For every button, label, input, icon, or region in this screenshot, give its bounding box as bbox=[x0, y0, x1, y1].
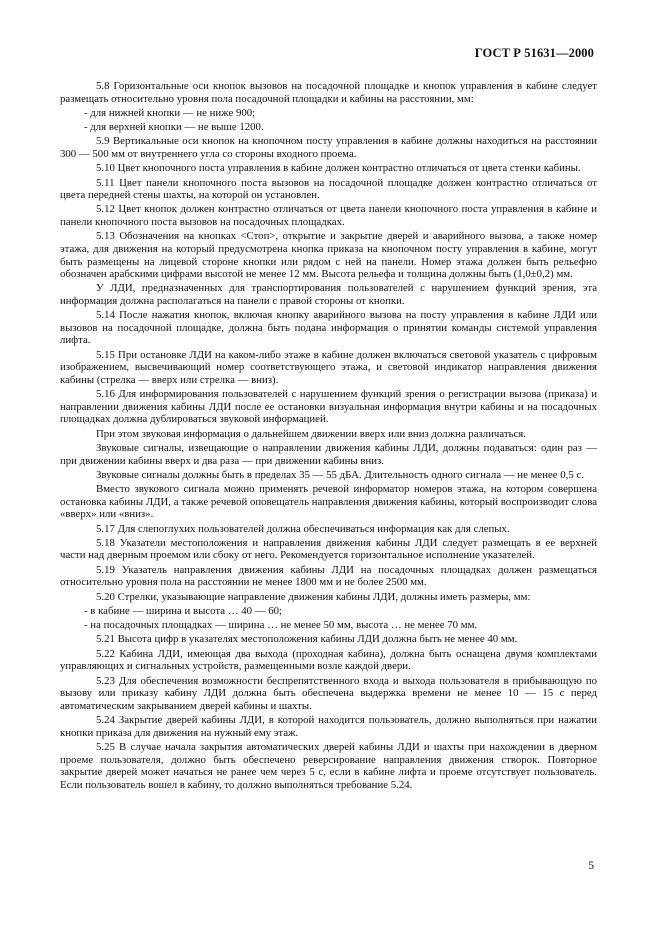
paragraph-5-11: 5.11 Цвет панели кнопочного поста вызовов на посадочной площадке должен контрастно отличаться от цвета передней стены шахты, на которой он установлен. bbox=[60, 176, 597, 202]
paragraph-5-13-ldi: У ЛДИ, предназначенных для транспортирования пользователей с нарушением функций зрения, эта информация должна располагаться на панели с правой стороны от кнопки. bbox=[60, 282, 597, 307]
list-item-upper-button: - для верхней кнопки — не выше 1200. bbox=[84, 121, 264, 134]
paragraph-5-10: 5.10 Цвет кнопочного поста управления в кабине должен контрастно отличаться от цвета стенки кабины. bbox=[96, 162, 581, 175]
paragraph-5-21: 5.21 Высота цифр в указателях местоположения кабины ЛДИ должна быть не менее 40 мм. bbox=[96, 633, 518, 646]
paragraph-5-16-sound-levels: Звуковые сигналы должны быть в пределах 35 — 55 дБА. Длительность одного сигнала — не менее 0,5 с. bbox=[96, 468, 584, 481]
paragraph-5-8: 5.8 Горизонтальные оси кнопок вызовов на посадочной площадке и кнопок управления в кабине следует размещать относительно уровня пола посадочной площадки и кабины на расстоянии, мм: bbox=[60, 80, 597, 105]
paragraph-5-14: 5.14 После нажатия кнопок, включая кнопку аварийного вызова на посту управления в кабине ЛДИ или вызовов на посадочной площадке, должна быть подана информация о принятии команды системой управления лифта. bbox=[60, 309, 597, 347]
paragraph-5-25: 5.25 В случае начала закрытия автоматических дверей кабины ЛДИ и шахты при нахождении в дверном проеме пользователя, должно быть обеспечено реверсирование направления движения створок. Повторное закрытие дверей может начаться не ранее чем через 5 с, если в кабине лифта и проеме отсутствует пользователь. Если пользователь вошел в кабину, то должно выполняться требование 5.24. bbox=[60, 740, 597, 791]
paragraph-5-16-sound-distinct: При этом звуковая информация о дальнейшем движении вверх или вниз должна различаться. bbox=[96, 427, 526, 440]
paragraph-5-9: 5.9 Вертикальные оси кнопок на кнопочном посту управления в кабине должны находиться на расстоянии 300 — 500 мм от внутреннего угла со стороны входного проема. bbox=[60, 135, 597, 161]
list-item-landing-arrows: - на посадочных площадках — ширина … не менее 50 мм, высота … не менее 70 мм. bbox=[84, 619, 478, 632]
list-item-cabin-arrows: - в кабине — ширина и высота … 40 — 60; bbox=[84, 604, 283, 617]
paragraph-5-20: 5.20 Стрелки, указывающие направление движения кабины ЛДИ, должны иметь размеры, мм: bbox=[96, 590, 531, 603]
paragraph-5-12: 5.12 Цвет кнопок должен контрастно отличаться от цвета панели кнопочного поста управления в кабине и панели кнопочного поста вызовов на посадочных площадках. bbox=[60, 203, 597, 229]
paragraph-5-24: 5.24 Закрытие дверей кабины ЛДИ, в которой находится пользователь, должно выполняться при нажатии кнопки приказа для движения на нужный ему этаж. bbox=[60, 714, 597, 739]
paragraph-5-22: 5.22 Кабина ЛДИ, имеющая два выхода (проходная кабина), должна быть оснащена двумя комплектами управляющих и сигнальных устройств, размещенными возле каждой двери. bbox=[60, 647, 597, 673]
paragraph-5-18: 5.18 Указатели местоположения и направления движения кабины ЛДИ следует размещать в ее верхней части над дверным проемом или сбоку от него. Рекомендуется горизонтальное исполнение указателей. bbox=[60, 536, 597, 562]
paragraph-5-23: 5.23 Для обеспечения возможности беспрепятственного входа и выхода пользователя в прибывающую по вызову или приказу кабину ЛДИ должна быть обеспечена выдержка времени не менее 10 — 15 с перед автоматическим закрыванием дверей кабины и шахты. bbox=[60, 674, 597, 712]
document-body bbox=[60, 80, 597, 793]
list-item-lower-button: - для нижней кнопки — не ниже 900; bbox=[84, 106, 256, 119]
paragraph-5-13: 5.13 Обозначения на кнопках <Стоп>, открытие и закрытие дверей и аварийного вызова, а также номер этажа, для движения на который предусмотрена кнопка приказа на кнопочном посту управления в кабине, могут быть размещены на лицевой стороне кнопки или рядом с ней на панели. Номер этажа должен быть рельефно обозначен арабскими цифрами высотой не менее 12 мм. Высота рельефа и толщина должны быть (1,0±0,2) мм. bbox=[60, 230, 597, 281]
paragraph-5-15: 5.15 При остановке ЛДИ на каком-либо этаже в кабине должен включаться световой указатель с цифровым изображением, высвечивающий номер соответствующего этажа, и световой индикатор направления движения кабины (стрелка — вверх или стрелка — вниз). bbox=[60, 348, 597, 386]
page-number: 5 bbox=[588, 860, 594, 872]
paragraph-5-19: 5.19 Указатель направления движения кабины ЛДИ на посадочных площадках должен размещаться относительно уровня пола на расстоянии не менее 1800 мм и не более 2500 мм. bbox=[60, 563, 597, 589]
paragraph-5-16: 5.16 Для информирования пользователей с нарушением функций зрения о регистрации вызова (приказа) и направлении движения кабины ЛДИ после ее остановки визуальная информация внутри кабины и на посадочных площадках должна дублироваться звуковой информацией. bbox=[60, 388, 597, 426]
paragraph-5-16-voice-informer: Вместо звукового сигнала можно применять речевой информатор номеров этажа, на котором совершена остановка кабины ЛДИ, а также речевой оповещатель направления движения кабины, который воспроизводит слова «вверх» или «вниз». bbox=[60, 483, 598, 521]
document-header: ГОСТ Р 51631—2000 bbox=[474, 46, 594, 60]
paragraph-5-16-sound-signals: Звуковые сигналы, извещающие о направлении движения кабины ЛДИ, должны подаваться: один раз — при движении кабины вверх и два раза — при движении кабины вниз. bbox=[60, 441, 597, 467]
paragraph-5-17: 5.17 Для слепоглухих пользователей должна обеспечиваться информация как для слепых. bbox=[96, 522, 510, 535]
